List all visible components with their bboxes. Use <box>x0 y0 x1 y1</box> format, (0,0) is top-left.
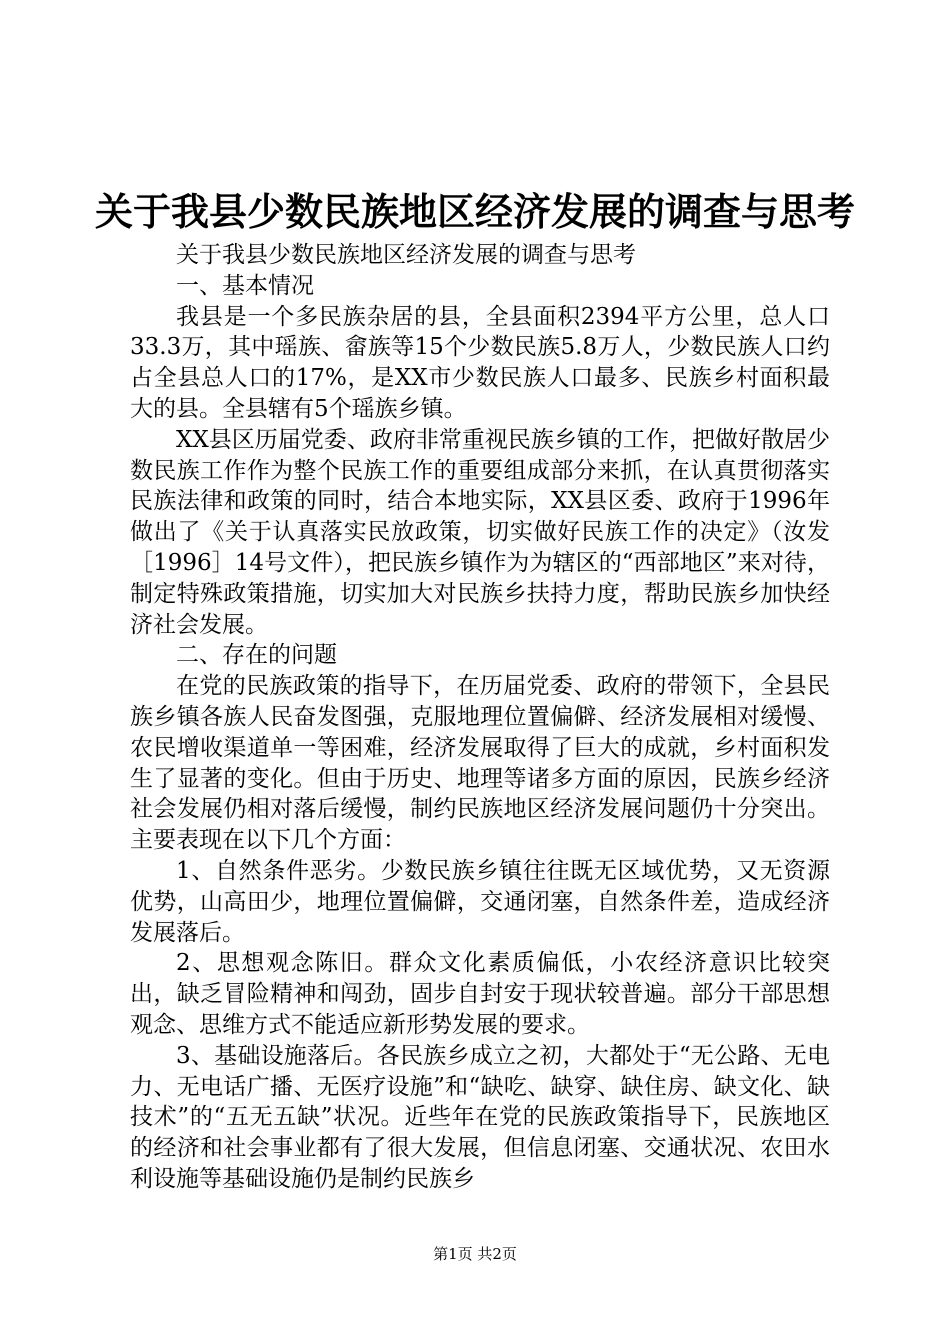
section-heading-basic-situation: 一、基本情况 <box>176 272 314 299</box>
paragraph-item-3: 3、基础设施落后。各民族乡成立之初，大都处于“无公路、无电力、无电话广播、无医疗设施”和“缺吃、缺穿、缺住房、缺文化、缺技术”的“五无五缺”状况。近些年在党的民族政策指导下，民族地区的经济和社会事业都有了很大发展，但信息闭塞、交通状况、农田水利设施等基础设施仍是制约民族乡 <box>130 1042 830 1192</box>
paragraph: XX县区历届党委、政府非常重视民族乡镇的工作，把做好散居少数民族工作作为整个民族工作的重要组成部分来抓，在认真贯彻落实民族法律和政策的同时，结合本地实际，XX县区委、政府于1996年做出了《关于认真落实民放政策，切实做好民族工作的决定》（汝发［1996］14号文件），把民族乡镇作为为辖区的“西部地区”来对待，制定特殊政策措施，切实加大对民族乡扶持力度，帮助民族乡加快经济社会发展。 <box>130 426 830 638</box>
paragraph: 我县是一个多民族杂居的县，全县面积2394平方公里，总人口33.3万，其中瑶族、畲族等15个少数民族5.8万人，少数民族人口约占全县总人口的17%，是XX市少数民族人口最多、民族乡村面积最大的县。全县辖有5个瑶族乡镇。 <box>130 303 830 422</box>
paragraph-item-1: 1、自然条件恶劣。少数民族乡镇往往既无区域优势，又无资源优势，山高田少，地理位置偏僻，交通闭塞，自然条件差，造成经济发展落后。 <box>130 857 830 946</box>
paragraph-subtitle: 关于我县少数民族地区经济发展的调查与思考 <box>176 242 636 268</box>
section-heading-problems: 二、存在的问题 <box>176 642 337 669</box>
paragraph: 在党的民族政策的指导下，在历届党委、政府的带领下，全县民族乡镇各族人民奋发图强，克服地理位置偏僻、经济发展相对缓慢、农民增收渠道单一等困难，经济发展取得了巨大的成就，乡村面积发生了显著的变化。但由于历史、地理等诸多方面的原因，民族乡经济社会发展仍相对落后缓慢，制约民族地区经济发展问题仍十分突出。主要表现在以下几个方面： <box>130 673 830 854</box>
document-title: 关于我县少数民族地区经济发展的调查与思考 <box>94 189 855 234</box>
document-body <box>130 240 830 1195</box>
page-footer: 第1页 共2页 <box>433 1245 517 1263</box>
paragraph-item-2: 2、思想观念陈旧。群众文化素质偏低，小农经济意识比较突出，缺乏冒险精神和闯劲，固步自封安于现状较普遍。部分干部思想观念、思维方式不能适应新形势发展的要求。 <box>130 950 830 1038</box>
